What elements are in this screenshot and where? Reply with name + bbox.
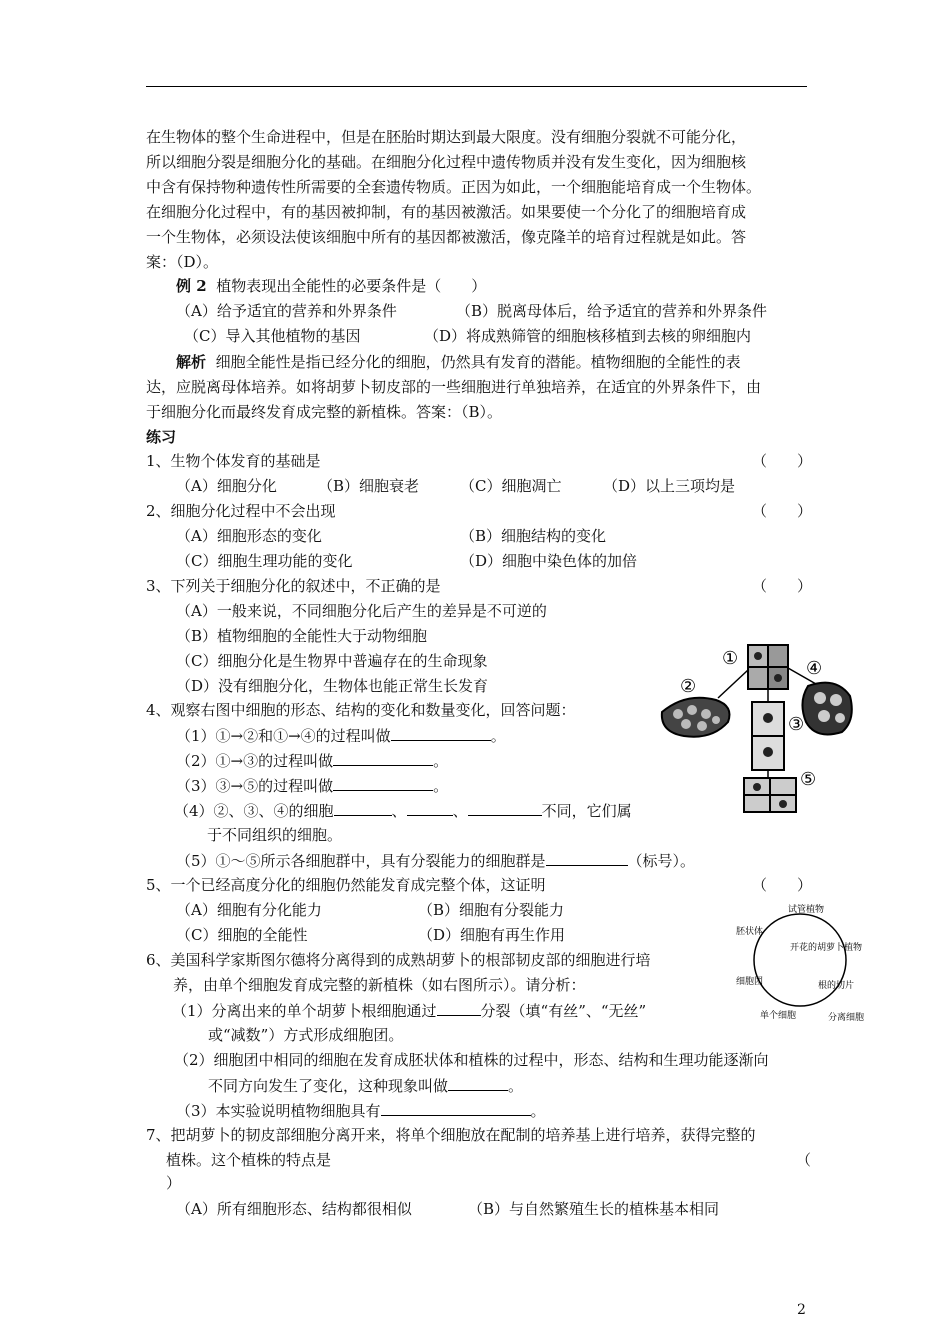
cycle-label-separated-cells: 分离细胞 bbox=[828, 1013, 865, 1023]
example2-option-b: （B）脱离母体后，给予适宜的营养和外界条件 bbox=[456, 302, 768, 320]
q6-sub3 bbox=[176, 1101, 546, 1120]
q5-option-a: （A）细胞有分化能力 bbox=[176, 901, 322, 919]
cell-group-3 bbox=[752, 702, 784, 770]
intro-line-3: 中含有保持物种遗传性所需要的全套遗传物质。正因为如此，一个细胞能培育成一个生物体。 bbox=[146, 178, 762, 196]
q6-sub2-blank[interactable] bbox=[448, 1076, 508, 1091]
q1-option-a: （A）细胞分化 bbox=[176, 477, 277, 495]
q6-stem-line-1: 6、美国科学家斯图尔德将分离得到的成熟胡萝卜的根部韧皮部的细胞进行培 bbox=[146, 951, 651, 969]
example2-question-line bbox=[176, 277, 486, 295]
q6-sub3-text: （3）本实验说明植物细胞具有 bbox=[176, 1102, 381, 1120]
example2-option-a: （A）给予适宜的营养和外界条件 bbox=[176, 302, 397, 320]
q7-option-a: （A）所有细胞形态、结构都很相似 bbox=[176, 1200, 412, 1218]
cell-differentiation-figure bbox=[656, 640, 856, 815]
cell-group-1 bbox=[748, 645, 788, 689]
q2-option-d: （D）细胞中染色体的加倍 bbox=[460, 552, 638, 570]
example2-question: 植物表现出全能性的必要条件是（ ） bbox=[216, 277, 487, 295]
intro-line-1: 在生物体的整个生命进程中，但是在胚胎时期达到最大限度。没有细胞分裂就不可能分化， bbox=[146, 128, 747, 146]
q4-sub2 bbox=[176, 751, 448, 770]
q6-sub1-blank[interactable] bbox=[437, 1001, 481, 1016]
q4-sub4-tail: 不同，它们属 bbox=[541, 802, 632, 820]
q2-option-c: （C）细胞生理功能的变化 bbox=[176, 552, 353, 570]
q4-sub5-blank[interactable] bbox=[546, 851, 628, 866]
q3-option-d: （D）没有细胞分化，生物体也能正常生长发育 bbox=[176, 677, 489, 695]
q2-stem: 2、细胞分化过程中不会出现 bbox=[146, 502, 336, 520]
example2-option-c: （C）导入其他植物的基因 bbox=[184, 327, 361, 345]
q4-sub4-blank-2[interactable] bbox=[407, 801, 453, 816]
analysis-line-3: 于细胞分化而最终发育成完整的新植株。答案：（B）。 bbox=[146, 403, 503, 421]
q4-sub5-tail: （标号）。 bbox=[627, 852, 696, 870]
q1-stem: 1、生物个体发育的基础是 bbox=[146, 452, 321, 470]
q4-sub2-blank[interactable] bbox=[333, 751, 433, 766]
cell-group-5 bbox=[744, 778, 796, 812]
q1-option-d: （D）以上三项均是 bbox=[603, 477, 736, 495]
q7-paren-open: （ bbox=[796, 1151, 812, 1169]
q4-sub1 bbox=[176, 726, 506, 745]
practice-title: 练习 bbox=[146, 428, 177, 446]
cycle-label-single-cell: 单个细胞 bbox=[760, 1011, 797, 1021]
q6-sub2-line-2 bbox=[208, 1076, 523, 1095]
cycle-label-cell-mass: 细胞团 bbox=[736, 977, 764, 987]
q4-sub3-blank[interactable] bbox=[333, 776, 433, 791]
intro-line-2: 所以细胞分裂是细胞分化的基础。在细胞分化过程中遗传物质并没有发生变化，因为细胞核 bbox=[146, 153, 747, 171]
intro-line-6: 案：（D）。 bbox=[146, 253, 219, 271]
q4-sub5 bbox=[176, 851, 695, 870]
q6-sub1-cont: 或“减数”）方式形成细胞团。 bbox=[208, 1026, 404, 1044]
q4-stem: 4、观察右图中细胞的形态、结构的变化和数量变化，回答问题： bbox=[146, 701, 576, 719]
q6-sub2-text: 不同方向发生了变化，这种现象叫做 bbox=[208, 1077, 449, 1095]
q4-sub4-cont: 于不同组织的细胞。 bbox=[207, 826, 343, 844]
q4-sub4-sep-1: 、 bbox=[391, 802, 407, 820]
q7-option-b: （B）与自然繁殖生长的植株基本相同 bbox=[468, 1200, 720, 1218]
q4-sub1-blank[interactable] bbox=[391, 726, 491, 741]
figure-label-4: ④ bbox=[806, 658, 823, 679]
q4-sub1-period: 。 bbox=[490, 727, 506, 745]
q6-sub2-period: 。 bbox=[508, 1077, 524, 1095]
q4-sub4-text: （4）②、③、④的细胞 bbox=[174, 802, 334, 820]
q1-answer-paren: （ ） bbox=[752, 452, 813, 470]
q4-sub1-text: （1）①→②和①→④的过程叫做 bbox=[176, 727, 391, 745]
figure-label-2: ② bbox=[680, 676, 697, 697]
analysis-line-2: 达，应脱离母体培养。如将胡萝卜韧皮部的一些细胞进行单独培养，在适宜的外界条件下，由 bbox=[146, 378, 762, 396]
q5-option-d: （D）细胞有再生作用 bbox=[418, 926, 566, 944]
intro-line-4: 在细胞分化过程中，有的基因被抑制，有的基因被激活。如果要使一个分化了的细胞培育成 bbox=[146, 203, 747, 221]
q6-sub1-text: （1）分离出来的单个胡萝卜根细胞通过 bbox=[172, 1002, 437, 1020]
q5-option-b: （B）细胞有分裂能力 bbox=[418, 901, 565, 919]
q4-sub4 bbox=[174, 801, 632, 820]
header-rule bbox=[146, 86, 807, 87]
q6-sub2-line-1: （2）细胞团中相同的细胞在发育成胚状体和植株的过程中，形态、结构和生理功能逐渐向 bbox=[174, 1051, 769, 1069]
q4-sub4-blank-3[interactable] bbox=[468, 801, 542, 816]
carrot-culture-cycle-figure bbox=[730, 898, 880, 1028]
figure-label-1: ① bbox=[722, 648, 739, 669]
q4-sub3 bbox=[176, 776, 448, 795]
q4-sub2-text: （2）①→③的过程叫做 bbox=[176, 752, 334, 770]
q1-option-b: （B）细胞衰老 bbox=[318, 477, 420, 495]
q1-option-c: （C）细胞凋亡 bbox=[460, 477, 562, 495]
q3-option-b: （B）植物细胞的全能性大于动物细胞 bbox=[176, 627, 428, 645]
q2-answer-paren: （ ） bbox=[752, 502, 813, 520]
q5-option-c: （C）细胞的全能性 bbox=[176, 926, 308, 944]
q3-stem: 3、下列关于细胞分化的叙述中，不正确的是 bbox=[146, 577, 441, 595]
q4-sub2-period: 。 bbox=[433, 752, 449, 770]
page-number: 2 bbox=[797, 1302, 806, 1318]
q4-sub3-text: （3）③→⑤的过程叫做 bbox=[176, 777, 334, 795]
figure-label-3: ③ bbox=[788, 714, 805, 735]
q5-answer-paren: （ ） bbox=[752, 876, 813, 894]
analysis-text-1: 细胞全能性是指已经分化的细胞，仍然具有发育的潜能。植物细胞的全能性的表 bbox=[215, 353, 741, 371]
analysis-label: 解析 bbox=[176, 353, 207, 371]
cycle-label-embryoid: 胚状体 bbox=[736, 927, 764, 937]
q6-sub1-tail: 分裂（填“有丝”、“无丝” bbox=[480, 1002, 647, 1020]
q6-sub1 bbox=[172, 1001, 646, 1020]
example2-option-d: （D）将成熟筛管的细胞核移植到去核的卵细胞内 bbox=[424, 327, 752, 345]
figure-label-5: ⑤ bbox=[800, 769, 817, 790]
intro-line-5: 一个生物体，必须设法使该细胞中所有的基因都被激活，像克隆羊的培育过程就是如此。答 bbox=[146, 228, 747, 246]
cell-group-4 bbox=[802, 683, 851, 735]
q6-sub3-period: 。 bbox=[530, 1102, 546, 1120]
q3-option-a: （A）一般来说，不同细胞分化后产生的差异是不可逆的 bbox=[176, 602, 547, 620]
q3-answer-paren: （ ） bbox=[752, 577, 813, 595]
q2-option-a: （A）细胞形态的变化 bbox=[176, 527, 322, 545]
q7-stem-line-2: 植株。这个植株的特点是 bbox=[166, 1151, 332, 1169]
cell-group-2 bbox=[662, 698, 730, 737]
q7-paren-close: ） bbox=[166, 1174, 182, 1192]
q2-option-b: （B）细胞结构的变化 bbox=[460, 527, 607, 545]
q5-stem: 5、一个已经高度分化的细胞仍然能发育成完整个体，这证明 bbox=[146, 876, 546, 894]
q4-sub5-text: （5）①～⑤所示各细胞群中，具有分裂能力的细胞群是 bbox=[176, 852, 546, 870]
q7-stem-line-1: 7、把胡萝卜的韧皮部细胞分离开来，将单个细胞放在配制的培养基上进行培养，获得完整的 bbox=[146, 1126, 756, 1144]
q6-stem-line-2: 养，由单个细胞发育成完整的新植株（如右图所示）。请分析： bbox=[173, 976, 586, 994]
q3-option-c: （C）细胞分化是生物界中普遍存在的生命现象 bbox=[176, 652, 488, 670]
q6-sub3-blank[interactable] bbox=[381, 1101, 531, 1116]
q4-sub4-sep-2: 、 bbox=[452, 802, 468, 820]
cycle-label-root-slice: 根的切片 bbox=[818, 981, 855, 991]
q4-sub4-blank-1[interactable] bbox=[334, 801, 392, 816]
analysis-line-1 bbox=[176, 353, 741, 371]
cycle-label-flowering-carrot: 开花的胡萝卜植物 bbox=[790, 943, 863, 953]
example2-label: 例 2 bbox=[176, 277, 207, 295]
cycle-label-test-tube-plant: 试管植物 bbox=[788, 905, 825, 915]
q4-sub3-period: 。 bbox=[433, 777, 449, 795]
